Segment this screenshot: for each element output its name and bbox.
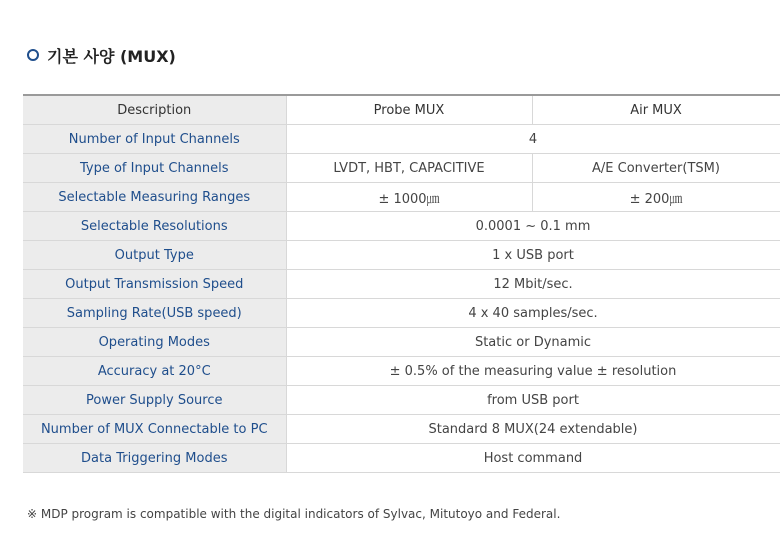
table-row bbox=[23, 328, 780, 357]
table-row bbox=[23, 125, 780, 154]
row-label: Selectable Measuring Ranges bbox=[23, 183, 286, 212]
table-header-row bbox=[23, 95, 780, 125]
compatibility-note: ※ MDP program is compatible with the digital indicators of Sylvac, Mitutoyo and Federal. bbox=[27, 507, 561, 521]
table-row bbox=[23, 212, 780, 241]
table-row bbox=[23, 183, 780, 212]
row-value: 1 x USB port bbox=[286, 241, 780, 270]
row-label: Number of MUX Connectable to PC bbox=[23, 415, 286, 444]
row-value: 4 x 40 samples/sec. bbox=[286, 299, 780, 328]
row-label: Data Triggering Modes bbox=[23, 444, 286, 473]
row-value-probe-mux: ± 1000㎛ bbox=[286, 183, 532, 212]
row-value: 12 Mbit/sec. bbox=[286, 270, 780, 299]
row-label: Selectable Resolutions bbox=[23, 212, 286, 241]
section-title bbox=[27, 40, 176, 70]
table-row bbox=[23, 241, 780, 270]
table-row bbox=[23, 415, 780, 444]
row-label: Power Supply Source bbox=[23, 386, 286, 415]
row-value: ± 0.5% of the measuring value ± resolution bbox=[286, 357, 780, 386]
table-row bbox=[23, 357, 780, 386]
header-description: Description bbox=[23, 95, 286, 125]
table-row bbox=[23, 299, 780, 328]
row-label: Sampling Rate(USB speed) bbox=[23, 299, 286, 328]
row-value-air-mux: A/E Converter(TSM) bbox=[532, 154, 780, 183]
row-value-air-mux: ± 200㎛ bbox=[532, 183, 780, 212]
table-row bbox=[23, 270, 780, 299]
row-label: Accuracy at 20°C bbox=[23, 357, 286, 386]
row-label: Operating Modes bbox=[23, 328, 286, 357]
row-value: 0.0001 ~ 0.1 mm bbox=[286, 212, 780, 241]
section-title-text: 기본 사양 (MUX) bbox=[47, 46, 176, 66]
row-value: Static or Dynamic bbox=[286, 328, 780, 357]
table-row bbox=[23, 386, 780, 415]
row-value: 4 bbox=[286, 125, 780, 154]
circle-bullet-icon bbox=[27, 49, 39, 61]
row-value: from USB port bbox=[286, 386, 780, 415]
row-label: Output Type bbox=[23, 241, 286, 270]
table-row bbox=[23, 154, 780, 183]
row-label: Type of Input Channels bbox=[23, 154, 286, 183]
spec-table bbox=[23, 94, 780, 473]
header-air-mux: Air MUX bbox=[532, 95, 780, 125]
row-label: Number of Input Channels bbox=[23, 125, 286, 154]
row-value-probe-mux: LVDT, HBT, CAPACITIVE bbox=[286, 154, 532, 183]
row-value: Host command bbox=[286, 444, 780, 473]
row-label: Output Transmission Speed bbox=[23, 270, 286, 299]
table-row bbox=[23, 444, 780, 473]
row-value: Standard 8 MUX(24 extendable) bbox=[286, 415, 780, 444]
header-probe-mux: Probe MUX bbox=[286, 95, 532, 125]
